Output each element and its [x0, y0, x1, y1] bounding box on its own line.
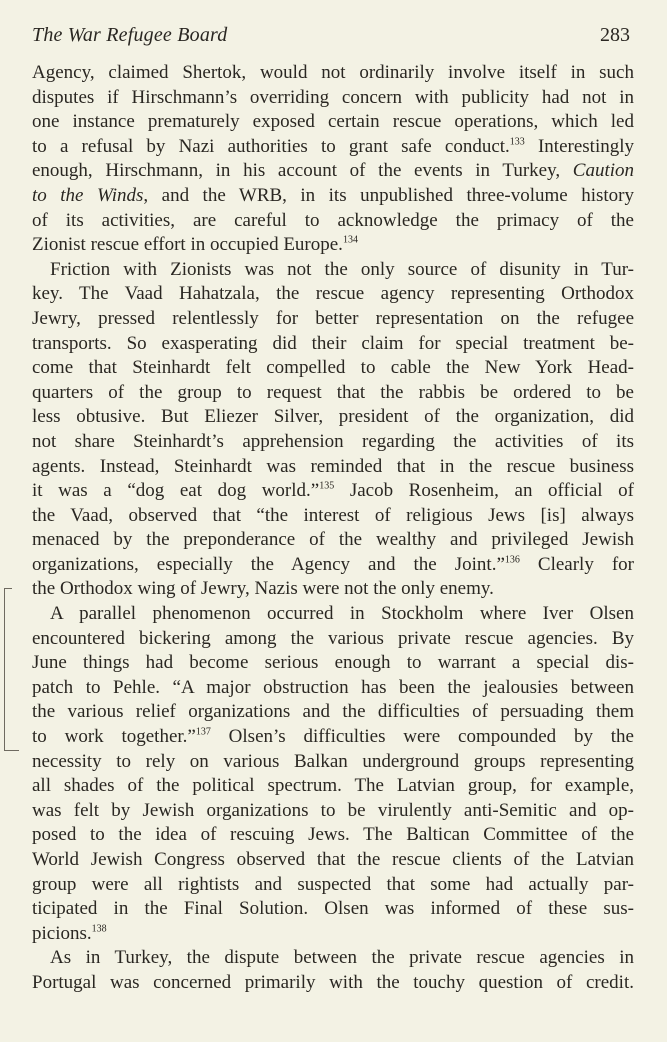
text-line: [32, 627, 634, 652]
line-text: organizations, especially the Agency and the Joint.”: [32, 553, 505, 575]
line-text: to a refusal by Nazi authorities to grant safe conduct.: [32, 135, 510, 157]
line-text: Olsen’s difficulties were compounded by the: [210, 726, 634, 748]
text-line: [32, 577, 634, 602]
line-text: , and the WRB, in its unpublished three-volume history: [143, 184, 634, 206]
line-text: Jacob Rosenheim, an official of: [334, 480, 634, 502]
line-text: necessity to rely on various Balkan underground groups representing: [32, 750, 634, 772]
line-text: encountered bickering among the various private rescue agencies. By: [32, 627, 634, 649]
line-text: As in Turkey, the dispute between the private rescue agencies in: [50, 947, 634, 969]
text-line: [32, 922, 634, 947]
text-line: [32, 332, 634, 357]
line-text: come that Steinhardt felt compelled to cable the New York Head-: [32, 357, 634, 379]
footnote-ref: 137: [195, 726, 211, 738]
line-text: not share Steinhardt’s apprehension regarding the activities of its: [32, 430, 634, 452]
margin-bracket-mark: [4, 588, 11, 751]
text-line: [32, 159, 634, 184]
line-text: June things had become serious enough to warrant a special dis-: [32, 652, 634, 674]
text-line: [32, 307, 634, 332]
line-text: A parallel phenomenon occurred in Stockholm where Iver Olsen: [50, 603, 634, 625]
text-line: [32, 602, 634, 627]
text-line: [32, 381, 634, 406]
line-text: to work together.”: [32, 726, 196, 748]
text-line: [32, 282, 634, 307]
footnote-ref: 135: [319, 480, 335, 492]
line-text: Friction with Zionists was not the only source of disunity in Tur-: [50, 258, 634, 280]
line-text: was felt by Jewish organizations to be virulently anti-Semitic and op-: [32, 799, 634, 821]
text-line: [32, 184, 634, 209]
line-text: Agency, claimed Shertok, would not ordinarily involve itself in such: [32, 62, 634, 83]
text-line: [32, 848, 634, 873]
text-line: [32, 479, 634, 504]
line-text: Portugal was concerned primarily with the touchy question of credit.: [32, 971, 634, 993]
text-line: [32, 676, 634, 701]
text-line: [32, 750, 634, 775]
text-line: [32, 504, 634, 529]
line-text: all shades of the political spectrum. The Latvian group, for example,: [32, 775, 634, 797]
text-line: [32, 86, 634, 111]
footnote-ref: 133: [509, 136, 525, 148]
line-text: Interestingly: [524, 135, 634, 157]
line-text: key. The Vaad Hahatzala, the rescue agency representing Orthodox: [32, 283, 634, 305]
text-line: [32, 946, 634, 971]
text-line: [32, 553, 634, 578]
line-text: Jewry, pressed relentlessly for better representation on the refugee: [32, 307, 634, 329]
text-line: [32, 897, 634, 922]
text-line: [32, 356, 634, 381]
text-line: [32, 823, 634, 848]
line-text: the Vaad, observed that “the interest of religious Jews [is] always: [32, 504, 634, 526]
text-line: [32, 651, 634, 676]
text-line: [32, 971, 634, 996]
line-text: agents. Instead, Steinhardt was reminded that in the rescue business: [32, 455, 634, 477]
line-text: one instance prematurely exposed certain rescue operations, which led: [32, 111, 634, 133]
line-text: ticipated in the Final Solution. Olsen was informed of these sus-: [32, 898, 634, 920]
line-text: it was a “dog eat dog world.”: [32, 480, 320, 502]
italic-text: Caution: [572, 160, 634, 182]
text-line: [32, 799, 634, 824]
line-text: transports. So exasperating did their claim for special treatment be-: [32, 332, 634, 354]
body-text: [32, 61, 634, 996]
footnote-ref: 136: [504, 554, 520, 566]
line-text: quarters of the group to request that the rabbis be ordered to be: [32, 381, 634, 403]
footnote-ref: 134: [342, 234, 358, 246]
running-title: The War Refugee Board: [32, 24, 228, 46]
page-header: [32, 24, 630, 50]
line-text: menaced by the preponderance of the wealthy and privileged Jewish: [32, 529, 634, 551]
line-text: Clearly for: [519, 553, 634, 575]
text-line: [32, 455, 634, 480]
line-text: posed to the idea of rescuing Jews. The Baltican Committee of the: [32, 824, 634, 846]
line-text: group were all rightists and suspected that some had actually par-: [32, 873, 634, 895]
text-line: [32, 774, 634, 799]
text-line: [32, 528, 634, 553]
text-line: [32, 209, 634, 234]
italic-text: to the Winds: [32, 184, 144, 206]
line-text: less obtusive. But Eliezer Silver, president of the organization, did: [32, 406, 634, 428]
line-text: enough, Hirschmann, in his account of the events in Turkey,: [32, 160, 573, 182]
text-line: [32, 725, 634, 750]
text-line: [32, 430, 634, 455]
text-line: [32, 258, 634, 283]
text-line: [32, 405, 634, 430]
footnote-ref: 138: [91, 923, 107, 935]
line-text: patch to Pehle. “A major obstruction has been the jealousies between: [32, 676, 634, 698]
line-text: the Orthodox wing of Jewry, Nazis were not the only enemy.: [32, 578, 494, 600]
text-line: [32, 233, 634, 258]
text-line: [32, 873, 634, 898]
page-number: 283: [600, 24, 630, 46]
text-line: [32, 700, 634, 725]
line-text: World Jewish Congress observed that the rescue clients of the Latvian: [32, 849, 634, 870]
text-line: [32, 110, 634, 135]
line-text: disputes if Hirschmann’s overriding concern with publicity had not in: [32, 86, 634, 108]
line-text: the various relief organizations and the difficulties of persuading them: [32, 701, 634, 723]
line-text: Zionist rescue effort in occupied Europe.: [32, 234, 343, 256]
line-text: picions.: [32, 922, 92, 944]
line-text: of its activities, are careful to acknowledge the primacy of the: [32, 209, 634, 231]
text-line: [32, 135, 634, 160]
text-line: [32, 61, 634, 86]
